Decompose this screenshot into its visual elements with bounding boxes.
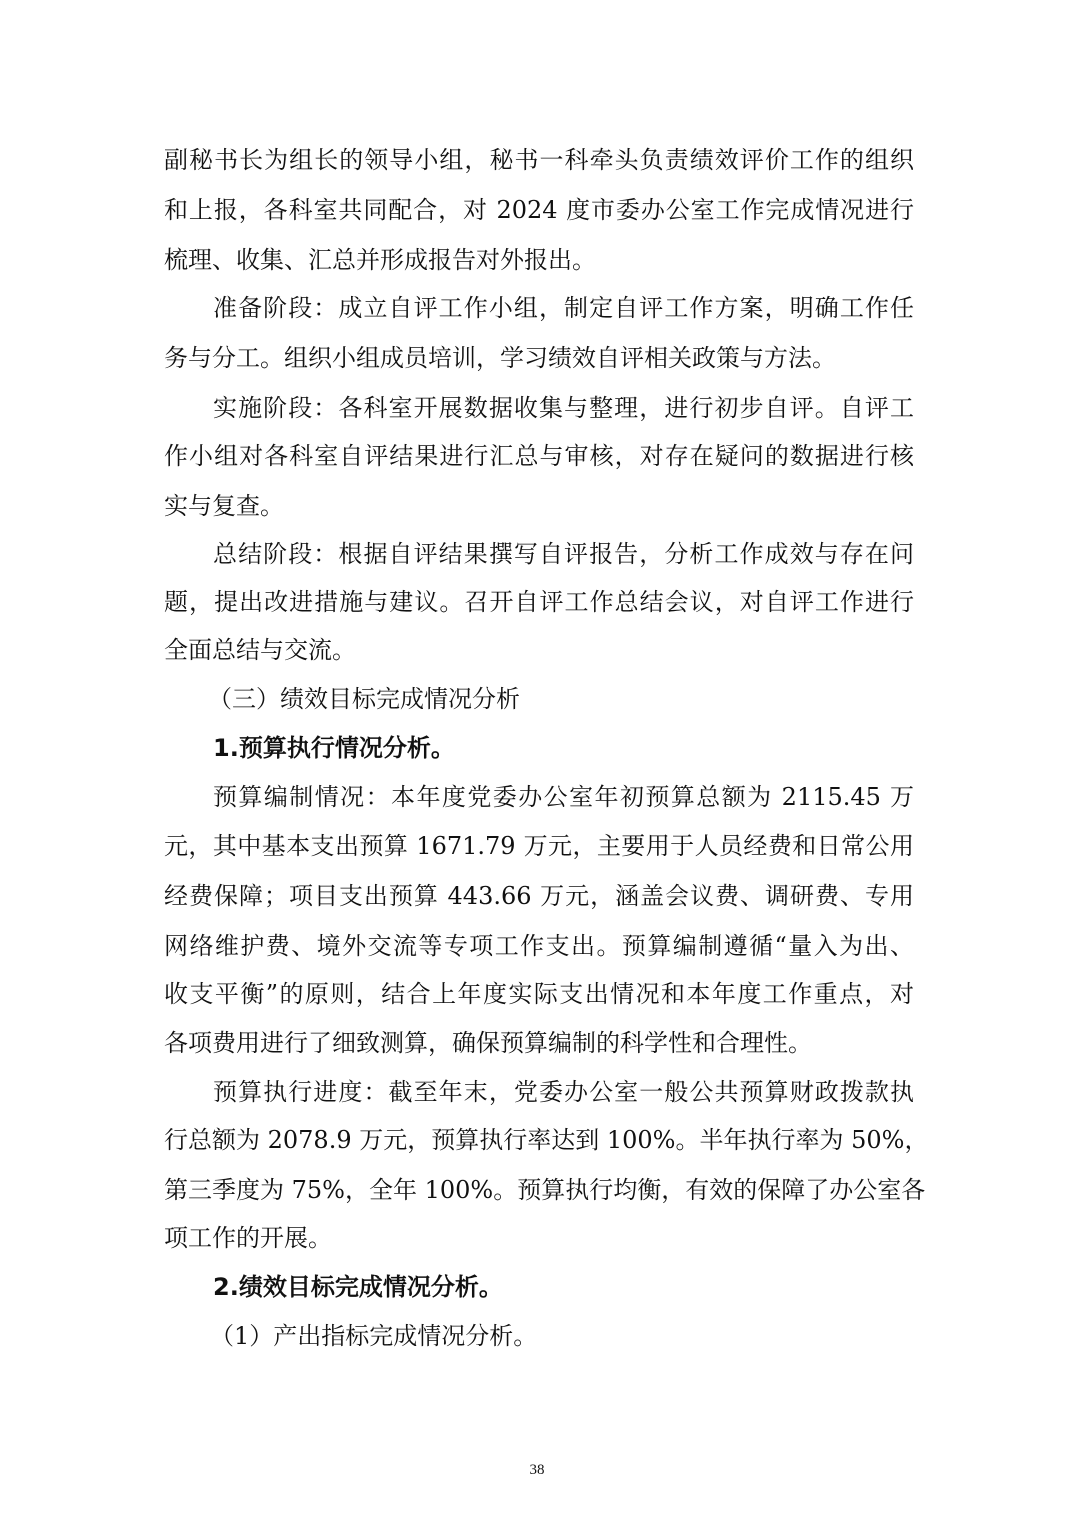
- paragraph-budget-preparation: 预算编制情况：本年度党委办公室年初预算总额为 2115.45 万: [213, 783, 914, 811]
- body-text-line: 全面总结与交流。: [164, 636, 356, 664]
- section-heading-three: （三）绩效目标完成情况分析: [208, 685, 520, 713]
- body-text-line: 梳理、收集、汇总并形成报告对外报出。: [164, 246, 596, 274]
- body-text-line: 元，其中基本支出预算 1671.79 万元，主要用于人员经费和日常公用: [164, 832, 914, 860]
- body-text-line: 副秘书长为组长的领导小组，秘书一科牵头负责绩效评价工作的组织: [164, 146, 914, 174]
- body-text-line: 项工作的开展。: [164, 1224, 332, 1252]
- body-text-line: 行总额为 2078.9 万元，预算执行率达到 100%。半年执行率为 50%，: [164, 1126, 929, 1154]
- paragraph-preparation-stage: 准备阶段：成立自评工作小组，制定自评工作方案，明确工作任: [213, 294, 914, 322]
- paragraph-summary-stage: 总结阶段：根据自评结果撰写自评报告，分析工作成效与存在问: [213, 540, 914, 568]
- subsection-heading-budget-execution: 1.预算执行情况分析。: [213, 734, 455, 762]
- subsection-heading-performance-targets: 2.绩效目标完成情况分析。: [213, 1273, 503, 1301]
- page-number: 38: [529, 1462, 545, 1478]
- paragraph-implementation-stage: 实施阶段：各科室开展数据收集与整理，进行初步自评。自评工: [213, 394, 914, 422]
- body-text-line: 和上报，各科室共同配合，对 2024 度市委办公室工作完成情况进行: [164, 196, 914, 224]
- body-text-line: 务与分工。组织小组成员培训，学习绩效自评相关政策与方法。: [164, 344, 836, 372]
- body-text-line: 实与复查。: [164, 492, 284, 520]
- body-text-line: 第三季度为 75%，全年 100%。预算执行均衡，有效的保障了办公室各: [164, 1176, 926, 1204]
- body-text-line: 网络维护费、境外交流等专项工作支出。预算编制遵循“量入为出、: [164, 932, 914, 960]
- body-text-line: 题，提出改进措施与建议。召开自评工作总结会议，对自评工作进行: [164, 588, 914, 616]
- body-text-line: 作小组对各科室自评结果进行汇总与审核，对存在疑问的数据进行核: [164, 442, 914, 470]
- paragraph-budget-progress: 预算执行进度：截至年末，党委办公室一般公共预算财政拨款执: [213, 1078, 914, 1106]
- body-text-line: 收支平衡”的原则，结合上年度实际支出情况和本年度工作重点，对: [164, 980, 914, 1008]
- body-text-line: 经费保障；项目支出预算 443.66 万元，涵盖会议费、调研费、专用: [164, 882, 914, 910]
- body-text-line: 各项费用进行了细致测算，确保预算编制的科学性和合理性。: [164, 1029, 812, 1057]
- sub-subsection-heading-output-indicators: （1）产出指标完成情况分析。: [210, 1322, 538, 1350]
